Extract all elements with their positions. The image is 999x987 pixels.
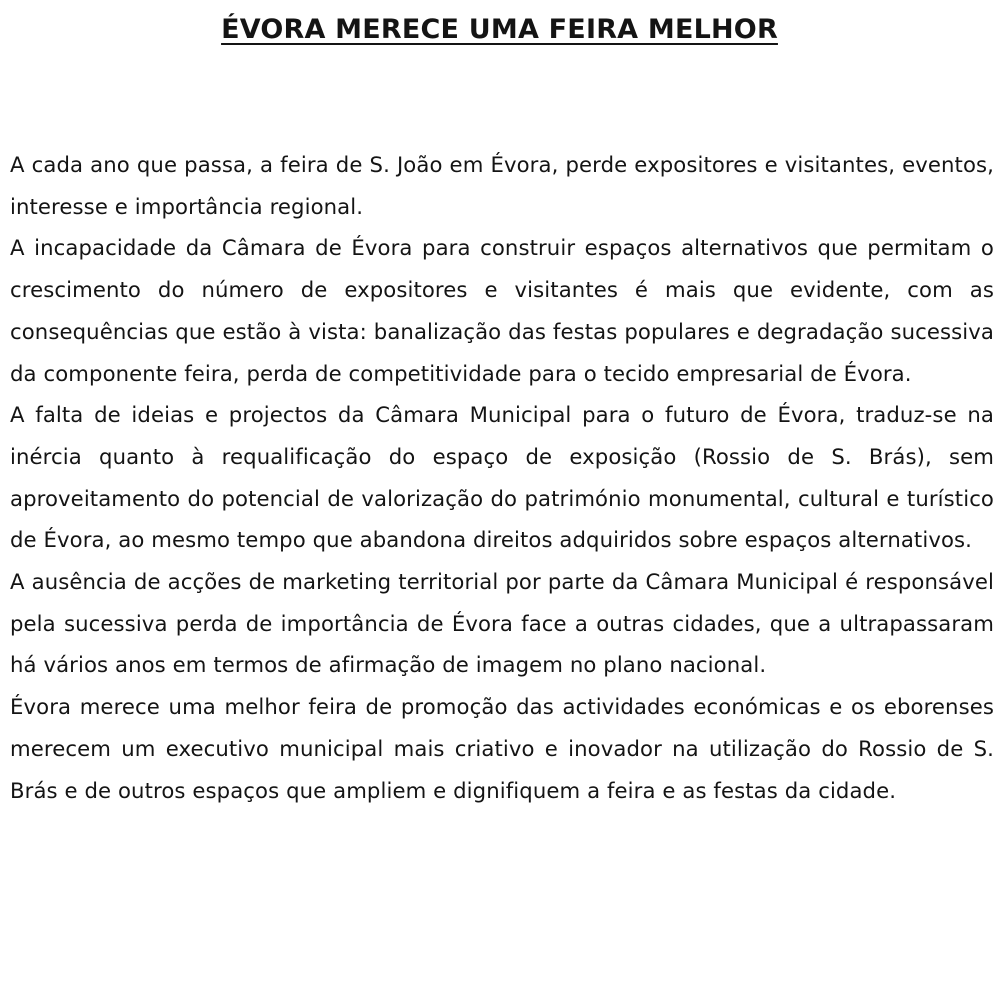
document-title: ÉVORA MERECE UMA FEIRA MELHOR — [221, 14, 778, 45]
paragraph-5: Évora merece uma melhor feira de promoção das actividades económicas e os eborenses merecem um executivo municipal mais criativo e inovador na utilização do Rossio de S. Brás e de outros espaços que ampliem e dignifiquem a feira e as festas da cidade. — [10, 694, 994, 803]
paragraph-3: A falta de ideias e projectos da Câmara Municipal para o futuro de Évora, traduz-se na inércia quanto à requalificação do espaço de exposição (Rossio de S. Brás), sem aproveitamento do potencial de valorização do património monumental, cultural e turístico de Évora, ao mesmo tempo que abandona direitos adquiridos sobre espaços alternativos. — [10, 402, 994, 553]
paragraph-2: A incapacidade da Câmara de Évora para construir espaços alternativos que permitam o crescimento do número de expositores e visitantes é mais que evidente, com as consequências que estão à vista: banalização das festas populares e degradação sucessiva da componente feira, perda de competitividade para o tecido empresarial de Évora. — [10, 235, 994, 386]
document-body — [10, 144, 994, 811]
paragraph-4: A ausência de acções de marketing territorial por parte da Câmara Municipal é responsável pela sucessiva perda de importância de Évora face a outras cidades, que a ultrapassaram há vários anos em termos de afirmação de imagem no plano nacional. — [10, 569, 994, 678]
paragraph-1: A cada ano que passa, a feira de S. João em Évora, perde expositores e visitantes, eventos, interesse e importância regional. — [10, 152, 994, 219]
